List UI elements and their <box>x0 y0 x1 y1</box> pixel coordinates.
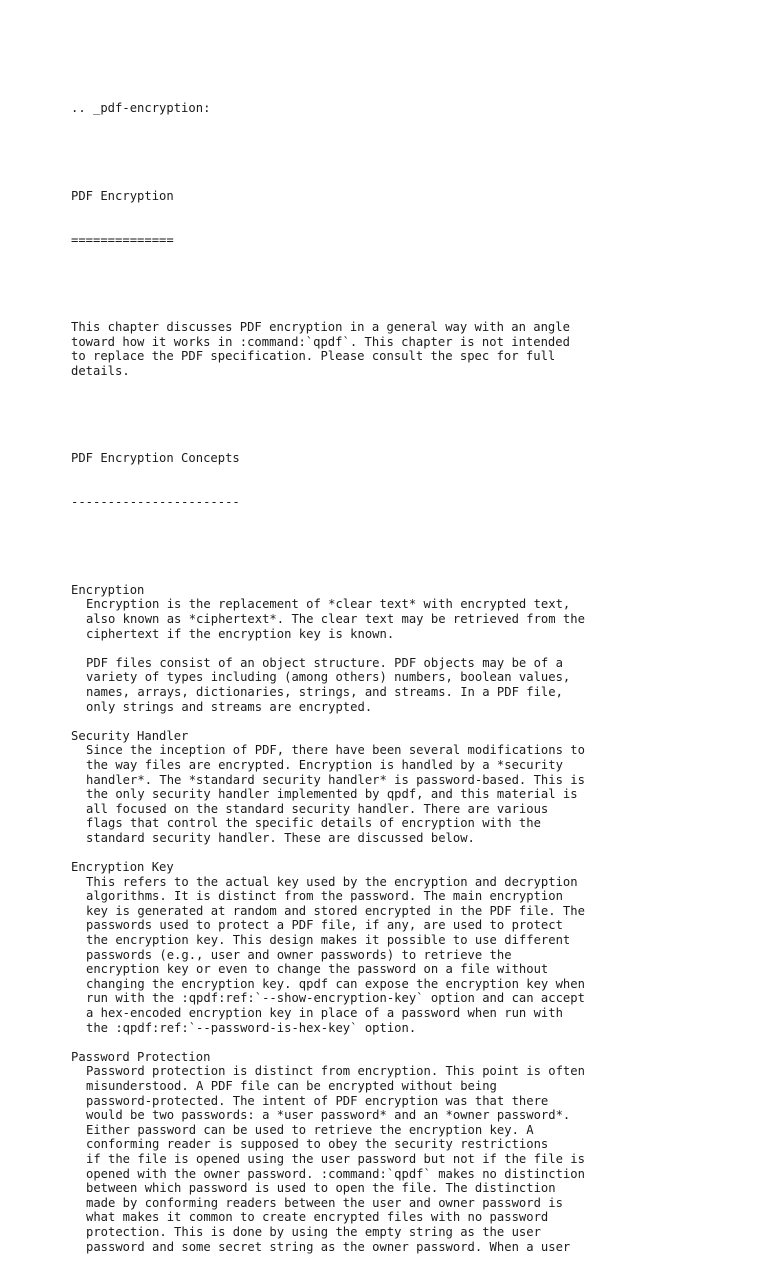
intro-paragraph <box>71 320 711 378</box>
section-underline: ----------------------- <box>71 495 240 510</box>
definition-line: Encryption is the replacement of *clear text* with encrypted text, <box>86 597 571 612</box>
definition-line: flags that control the specific details of encryption with the <box>86 816 541 831</box>
page-title: PDF Encryption <box>71 188 174 203</box>
definition-term: Encryption <box>71 582 145 597</box>
definition-paragraph <box>71 656 711 714</box>
definition-line: protection. This is done by using the empty string as the user <box>86 1224 541 1239</box>
definition-line: the :qpdf:ref:`--password-is-hex-key` option. <box>86 1020 417 1035</box>
spacer <box>71 276 711 291</box>
definition-line: standard security handler. These are discussed below. <box>86 830 475 845</box>
definition-line: key is generated at random and stored encrypted in the PDF file. The <box>86 903 585 918</box>
spacer <box>71 539 711 554</box>
definition-line: conforming reader is supposed to obey the security restrictions <box>86 1137 549 1152</box>
definition-line: PDF files consist of an object structure. PDF objects may be of a <box>86 655 563 670</box>
definition-line: if the file is opened using the user password but not if the file is <box>86 1151 585 1166</box>
definition-paragraph <box>71 743 711 845</box>
definition-line: ciphertext if the encryption key is known. <box>86 626 395 641</box>
spacer <box>71 845 711 860</box>
definition-line: also known as *ciphertext*. The clear text may be retrieved from the <box>86 611 585 626</box>
intro-line: details. <box>71 363 130 378</box>
definition-line: changing the encryption key. qpdf can expose the encryption key when <box>86 976 585 991</box>
definition-term: Encryption Key <box>71 860 174 875</box>
definition-item <box>71 1050 711 1254</box>
definition-line: Since the inception of PDF, there have been several modifications to <box>86 743 585 758</box>
definition-item <box>71 729 711 846</box>
definition-line: encryption key or even to change the password on a file without <box>86 962 549 977</box>
definition-line: Password protection is distinct from encryption. This point is often <box>86 1064 585 1079</box>
title-underline: ============== <box>71 232 174 247</box>
intro-line: This chapter discusses PDF encryption in a general way with an angle <box>71 320 570 335</box>
definition-list <box>71 583 711 1254</box>
definition-term: Security Handler <box>71 728 189 743</box>
definition-term: Password Protection <box>71 1049 211 1064</box>
definition-item <box>71 860 711 1035</box>
intro-line: to replace the PDF specification. Please consult the spec for full <box>71 349 556 364</box>
definition-paragraph <box>71 875 711 1036</box>
definition-line: variety of types including (among others) numbers, boolean values, <box>86 670 571 685</box>
definition-line: password-protected. The intent of PDF encryption was that there <box>86 1093 549 1108</box>
spacer <box>71 641 711 656</box>
definition-paragraph <box>71 597 711 641</box>
definition-item <box>71 583 711 714</box>
definition-line: made by conforming readers between the user and owner password is <box>86 1195 563 1210</box>
definition-line: password and some secret string as the owner password. When a user <box>86 1239 571 1254</box>
definition-line: handler*. The *standard security handler* is password-based. This is <box>86 772 585 787</box>
definition-line: a hex-encoded encryption key in place of a password when run with <box>86 1006 563 1020</box>
rst-label: .. _pdf-encryption: <box>71 101 211 116</box>
definition-line: opened with the owner password. :command:`qpdf` makes no distinction <box>86 1166 585 1181</box>
definition-line: only strings and streams are encrypted. <box>86 699 373 714</box>
section-title: PDF Encryption Concepts <box>71 451 240 466</box>
definition-line: the only security handler implemented by qpdf, and this material is <box>86 787 578 802</box>
definition-line: all focused on the standard security handler. There are various <box>86 801 549 816</box>
definition-line: passwords (e.g., user and owner passwords) to retrieve the <box>86 947 512 962</box>
definition-line: would be two passwords: a *user password* and an *owner password*. <box>86 1108 571 1123</box>
spacer <box>71 408 711 423</box>
definition-line: names, arrays, dictionaries, strings, and streams. In a PDF file, <box>86 684 563 699</box>
spacer <box>71 145 711 160</box>
definition-line: between which password is used to open the file. The distinction <box>86 1181 556 1196</box>
intro-line: toward how it works in :command:`qpdf`. This chapter is not intended <box>71 334 570 349</box>
definition-line: run with the :qpdf:ref:`--show-encryption-key` option and can accept <box>86 991 585 1006</box>
spacer <box>71 714 711 729</box>
spacer <box>71 1035 711 1050</box>
definition-line: misunderstood. A PDF file can be encrypted without being <box>86 1078 497 1093</box>
definition-line: what makes it common to create encrypted files with no password <box>86 1210 549 1225</box>
definition-line: Either password can be used to retrieve the encryption key. A <box>86 1122 534 1137</box>
definition-line: algorithms. It is distinct from the password. The main encryption <box>86 889 563 904</box>
definition-paragraph <box>71 1064 711 1254</box>
definition-line: This refers to the actual key used by the encryption and decryption <box>86 874 578 889</box>
definition-line: passwords used to protect a PDF file, if any, are used to protect <box>86 918 563 933</box>
definition-line: the encryption key. This design makes it possible to use different <box>86 933 571 948</box>
document-page <box>71 72 711 1269</box>
definition-line: the way files are encrypted. Encryption is handled by a *security <box>86 757 563 772</box>
